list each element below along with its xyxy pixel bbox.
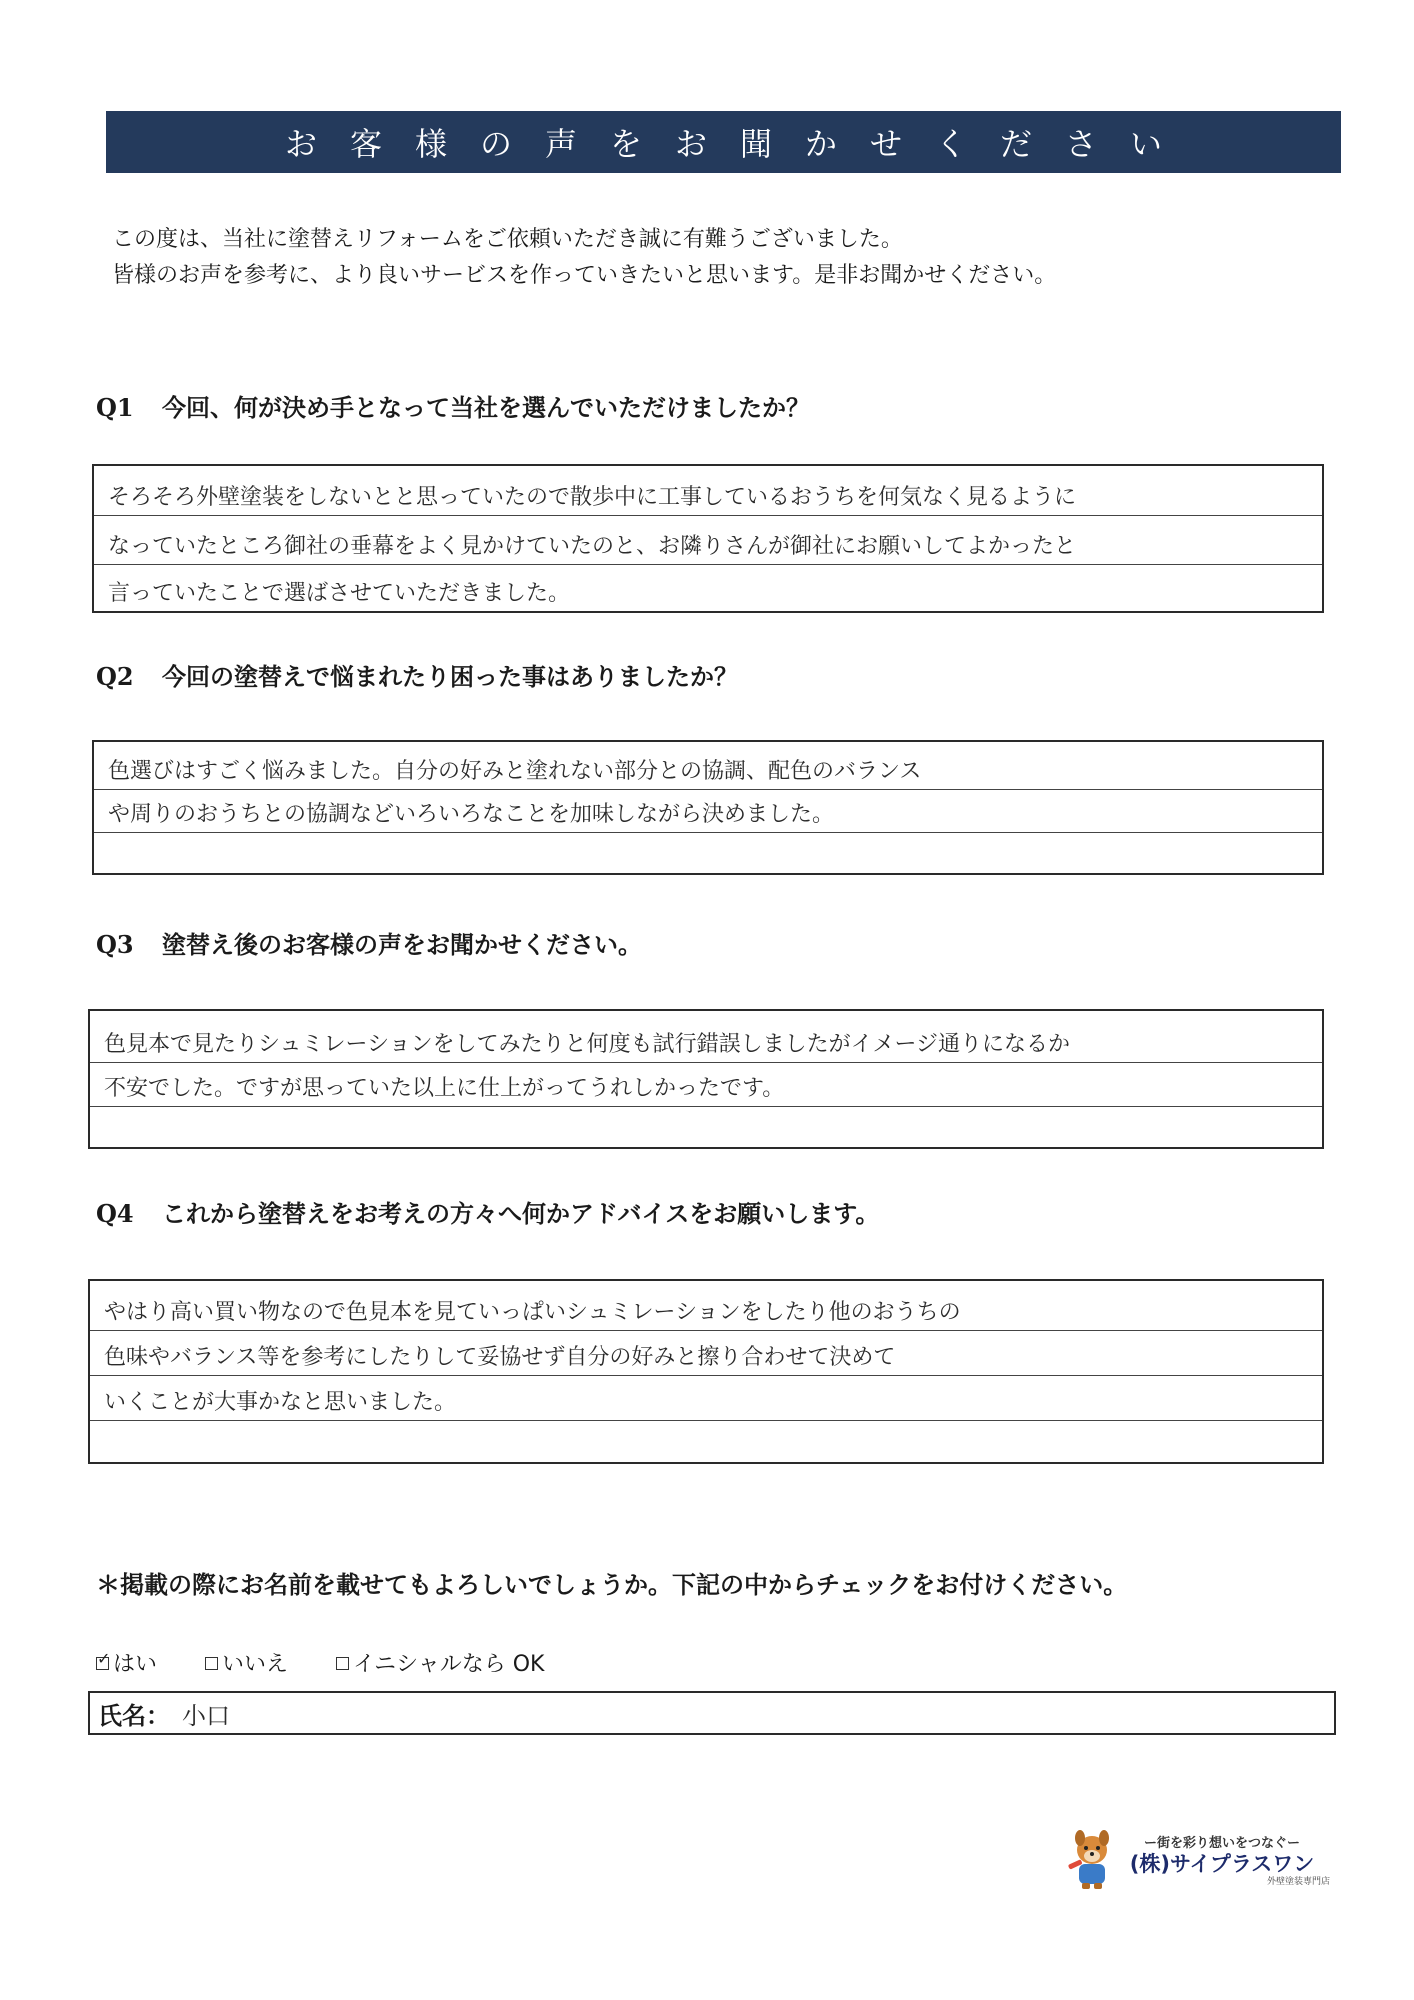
- question-number: Q2: [96, 662, 134, 691]
- answer-line: 色選びはすごく悩みました。自分の好みと塗れない部分との協調、配色のバランス: [94, 742, 1322, 790]
- answer-line: [90, 1421, 1322, 1462]
- answer-line: 不安でした。ですが思っていた以上に仕上がってうれしかったです。: [90, 1063, 1322, 1107]
- intro-line-2: 皆様のお声を参考に、より良いサービスを作っていきたいと思います。是非お聞かせください。: [112, 263, 1057, 288]
- name-value[interactable]: 小口: [182, 1701, 230, 1730]
- answer-line: いくことが大事かなと思いました。: [90, 1376, 1322, 1421]
- intro-line-1: この度は、当社に塗替えリフォームをご依頼いただき誠に有難うございました。: [112, 227, 903, 252]
- option-label: いいえ: [222, 1652, 289, 1677]
- question-1: [96, 388, 810, 423]
- header-banner: [106, 111, 1341, 173]
- answer-box-4: [88, 1279, 1324, 1464]
- consent-option-no[interactable]: [205, 1647, 288, 1678]
- option-label: イニシャルなら OK: [353, 1652, 545, 1677]
- answer-line: 色見本で見たりシュミレーションをしてみたりと何度も試行錯誤しましたがイメージ通りになるか: [90, 1011, 1322, 1063]
- consent-option-initials[interactable]: [336, 1647, 544, 1678]
- question-number: Q4: [96, 1199, 134, 1228]
- company-logo: [1064, 1826, 1334, 1892]
- checkbox-icon[interactable]: [336, 1657, 349, 1670]
- name-label: 氏名：: [98, 1701, 170, 1730]
- answer-line: やはり高い買い物なので色見本を見ていっぱいシュミレーションをしたり他のおうちの: [90, 1281, 1322, 1331]
- answer-box-1: [92, 464, 1324, 613]
- question-4: [96, 1194, 879, 1229]
- company-subtitle: 外壁塗装専門店: [1266, 1877, 1330, 1887]
- publish-consent-notice: ＊掲載の際にお名前を載せてもよろしいでしょうか。下記の中からチェックをお付けください。: [96, 1571, 1128, 1599]
- company-name: (株)サイプラスワン: [1129, 1852, 1315, 1876]
- checkbox-icon[interactable]: [205, 1657, 218, 1670]
- answer-line: や周りのおうちとの協調などいろいろなことを加味しながら決めました。: [94, 790, 1322, 833]
- answer-line: なっていたところ御社の垂幕をよく見かけていたのと、お隣りさんが御社にお願いしてよかったと: [94, 516, 1322, 565]
- logo-tagline: ー街を彩り想いをつなぐー: [1143, 1836, 1300, 1851]
- consent-options: [96, 1647, 544, 1678]
- question-text: 今回の塗替えで悩まれたり困った事はありましたか？: [162, 663, 738, 691]
- answer-line: そろそろ外壁塗装をしないとと思っていたので散歩中に工事しているおうちを何気なく見るように: [94, 466, 1322, 516]
- checkbox-checked-icon[interactable]: [96, 1657, 109, 1670]
- answer-box-2: [92, 740, 1324, 875]
- question-text: 塗替え後のお客様の声をお聞かせください。: [162, 931, 642, 959]
- question-2: [96, 657, 738, 692]
- question-number: Q3: [96, 930, 134, 959]
- question-3: [96, 925, 642, 960]
- answer-line: [94, 833, 1322, 873]
- answer-line: [90, 1107, 1322, 1147]
- question-text: 今回、何が決め手となって当社を選んでいただけましたか？: [162, 394, 810, 422]
- page-title: お客様の声をお聞かせください: [284, 125, 1195, 163]
- option-label: はい: [113, 1652, 158, 1677]
- name-field[interactable]: [88, 1691, 1336, 1735]
- consent-option-yes[interactable]: [96, 1647, 157, 1678]
- answer-line: 言っていたことで選ばさせていただきました。: [108, 581, 571, 606]
- answer-line: 色味やバランス等を参考にしたりして妥協せず自分の好みと擦り合わせて決めて: [90, 1331, 1322, 1376]
- question-text: これから塗替えをお考えの方々へ何かアドバイスをお願いします。: [162, 1200, 880, 1228]
- answer-box-3: [88, 1009, 1324, 1149]
- question-number: Q1: [96, 393, 134, 422]
